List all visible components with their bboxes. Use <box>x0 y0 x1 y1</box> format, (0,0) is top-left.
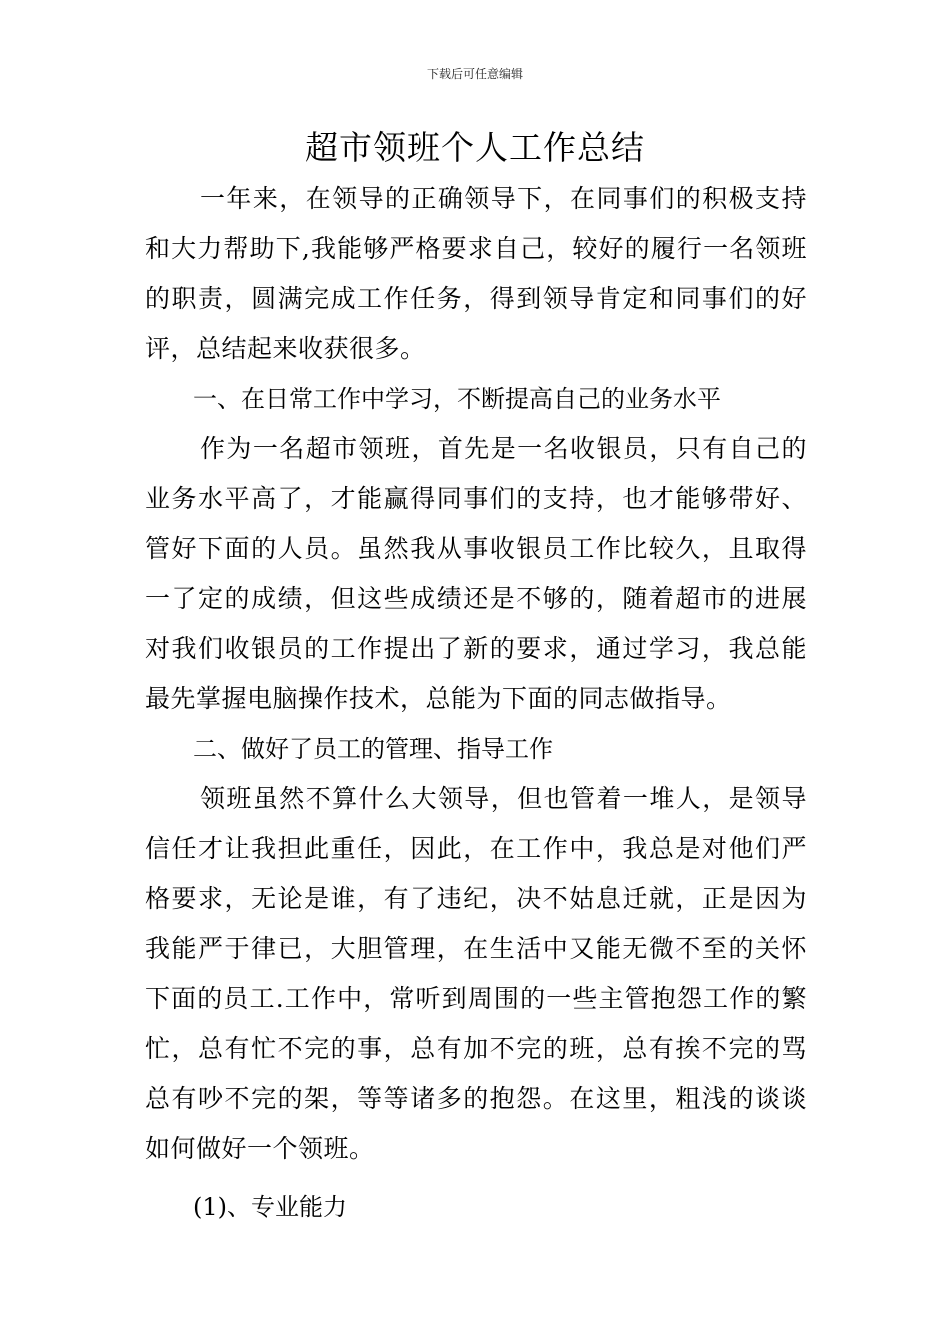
subsection-1-heading: (1)、专业能力 <box>193 1193 347 1221</box>
header-note: 下载后可任意编辑 <box>426 67 523 81</box>
intro-paragraph: 一年来，在领导的正确领导下，在同事们的积极支持和大力帮助下,我能够严格要求自己，较好的履行一名领班的职责，圆满完成工作任务，得到领导肯定和同事们的好评，总结起来收获很多。 <box>145 184 807 363</box>
section-2-heading: 二、做好了员工的管理、指导工作 <box>193 735 553 763</box>
section-1-heading: 一、在日常工作中学习，不断提高自己的业务水平 <box>193 385 721 413</box>
section-2-paragraph: 领班虽然不算什么大领导，但也管着一堆人，是领导信任才让我担此重任，因此，在工作中，我总是对他们严格要求，无论是谁，有了违纪，决不姑息迁就，正是因为我能严于律已，大胆管理，在生活中又能无微不至的关怀下面的员工.工作中，常听到周围的一些主管抱怨工作的繁忙，总有忙不完的事，总有加不完的班，总有挨不完的骂总有吵不完的架，等等诸多的抱怨。在这里，粗浅的谈谈如何做好一个领班。 <box>145 784 807 1163</box>
section-1-paragraph: 作为一名超市领班，首先是一名收银员，只有自己的业务水平高了，才能赢得同事们的支持，也才能够带好、管好下面的人员。虽然我从事收银员工作比较久，且取得一了定的成绩，但这些成绩还是不够的，随着超市的进展对我们收银员的工作提出了新的要求，通过学习，我总能最先掌握电脑操作技术，总能为下面的同志做指导。 <box>145 434 807 713</box>
document-body <box>145 174 807 1232</box>
document-title: 超市领班个人工作总结 <box>305 128 645 167</box>
